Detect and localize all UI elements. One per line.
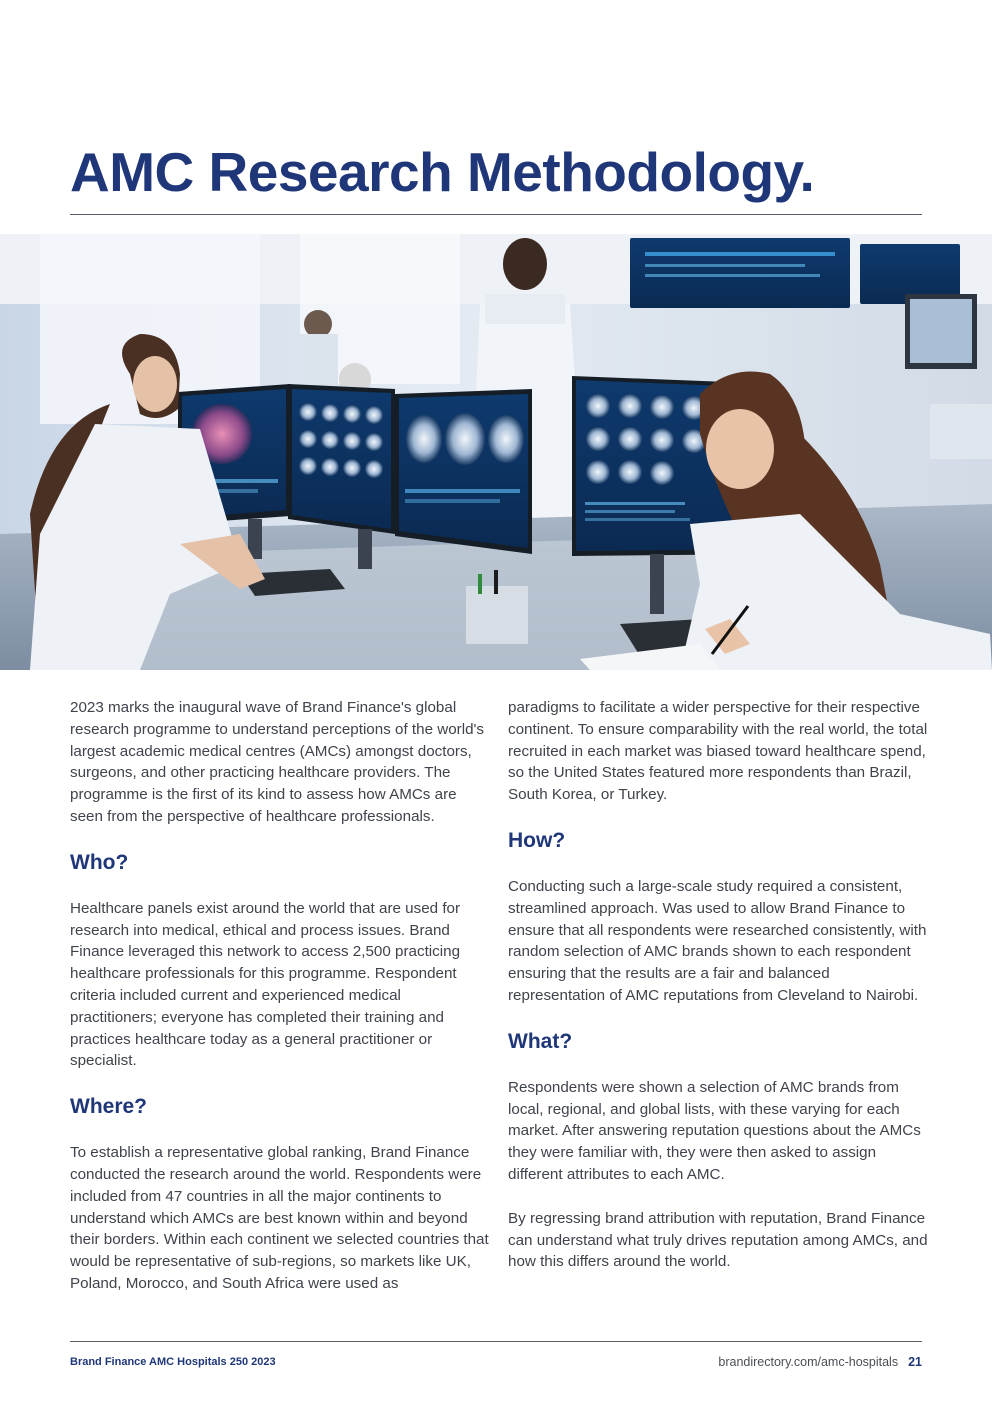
page-number: 21 [908,1355,922,1369]
footer-right [718,1355,922,1369]
column-left [70,697,490,1317]
what-heading: What? [508,1029,573,1053]
who-paragraph: Healthcare panels exist around the world that are used for research into medical, ethical and process issues. Brand Finance leveraged this network to access 2,500 practicing healthcare professionals for this programme. Respondent criteria included current and experienced medical practitioners; everyone has completed their training and practices healthcare today as a general practitioner or specialist. [70,899,461,1070]
intro-paragraph: 2023 marks the inaugural wave of Brand Finance's global research programme to understand perceptions of the world's largest academic medical centres (AMCs) amongst doctors, surgeons, and other practicing healthcare providers. The programme is the first of its kind to assess how AMCs are seen from the perspective of healthcare professionals. [70,699,485,825]
what-paragraph-1: Respondents were shown a selection of AMC brands from local, regional, and global lists, with these varying for each market. After answering reputation questions about the AMCs they were familiar with, they were then asked to assign different attributes to each AMC. [508,1078,921,1183]
how-heading: How? [508,828,566,852]
footer-publication: Brand Finance AMC Hospitals 250 2023 [70,1356,276,1368]
how-paragraph: Conducting such a large-scale study required a consistent, streamlined approach. Was used to allow Brand Finance to ensure that all respondents were researched consistently, with random selection of AMC brands shown to each respondent ensuring that the results are a fair and balanced representation of AMC reputations from Cleveland to Nairobi. [508,877,927,1004]
hero-photo [0,234,992,670]
who-heading: Who? [70,850,129,874]
where-paragraph: To establish a representative global ranking, Brand Finance conducted the research around the world. Respondents were included from 47 countries in all the major continents to understand which AMCs are best known within and beyond their borders. Within each continent we selected countries that would be representative of sub-regions, so markets like UK, Poland, Morocco, and South Africa were used as [70,1144,489,1292]
column-right [508,697,928,1295]
title-divider [70,214,922,215]
footer-url[interactable]: brandirectory.com/amc-hospitals [718,1355,899,1369]
what-paragraph-2: By regressing brand attribution with reputation, Brand Finance can understand what truly drives reputation among AMCs, and how this differs around the world. [508,1209,928,1271]
page-title: AMC Research Methodology. [70,141,815,203]
where-paragraph-continued: paradigms to facilitate a wider perspective for their respective continent. To ensure comparability with the real world, the total recruited in each market was biased toward healthcare spend, so the United States featured more respondents than Brazil, South Korea, or Turkey. [508,699,928,804]
footer-divider [70,1341,922,1342]
where-heading: Where? [70,1095,148,1119]
